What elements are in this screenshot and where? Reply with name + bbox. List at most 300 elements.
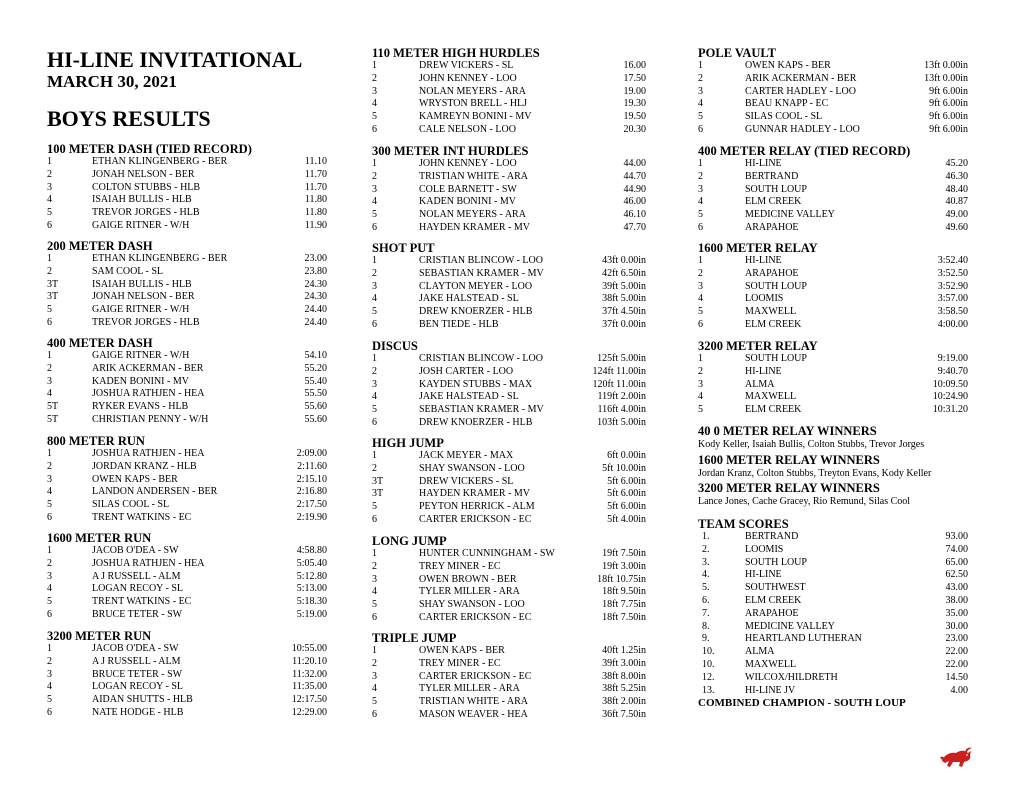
result-row: [372, 353, 646, 366]
result-row: [372, 293, 646, 306]
place: 7.: [702, 607, 710, 619]
place: 1: [47, 350, 52, 361]
place: 3: [47, 473, 52, 485]
mark: 54.10: [304, 350, 327, 361]
place: 6: [47, 316, 52, 328]
result-row: [698, 404, 970, 417]
place: 1: [372, 60, 377, 71]
place: 3T: [372, 475, 384, 487]
result-row: [47, 376, 327, 389]
athlete-name: JOHN KENNEY - LOO: [419, 158, 517, 169]
mark: 5:19.00: [296, 608, 327, 620]
mark: 55.50: [304, 388, 327, 400]
athlete-name: LOOMIS: [745, 543, 784, 555]
place: 5T: [47, 413, 59, 425]
place: 4: [372, 586, 377, 598]
mark: 11.70: [304, 181, 327, 193]
mark: 30.00: [945, 620, 968, 632]
mark: 44.90: [623, 183, 646, 195]
mark: 46.10: [623, 209, 646, 221]
event-title: 400 METER RELAY (TIED RECORD): [698, 144, 911, 158]
relay-winners-names: Kody Keller, Isaiah Bullis, Colton Stubbs, Trevor Jorges: [698, 439, 925, 450]
place: 6: [372, 708, 377, 720]
athlete-name: JOSHUA RATHJEN - HEA: [92, 388, 205, 400]
combined-champion: COMBINED CHAMPION - SOUTH LOUP: [698, 697, 906, 709]
athlete-name: JOSHUA RATHJEN - HEA: [92, 557, 205, 569]
result-row: [698, 531, 970, 544]
mark: 9ft 6.00in: [929, 123, 968, 135]
result-row: [372, 683, 646, 696]
place: 2: [47, 168, 52, 180]
place: 2: [698, 72, 703, 84]
mark: 45.20: [945, 158, 968, 169]
athlete-name: LOGAN RECOY - SL: [92, 583, 184, 595]
athlete-name: MAXWELL: [745, 658, 797, 670]
athlete-name: PEYTON HERRICK - ALM: [419, 501, 535, 513]
mark: 23.00: [945, 633, 968, 645]
event-title: POLE VAULT: [698, 46, 776, 60]
event-title: 1600 METER RUN: [47, 531, 152, 545]
mark: 55.60: [304, 413, 327, 425]
result-row: [372, 488, 646, 501]
athlete-name: ARAPAHOE: [745, 221, 799, 233]
mark: 5ft 6.00in: [607, 475, 646, 487]
event-section-c1-3: [47, 434, 327, 525]
relay-winners-title: 3200 METER RELAY WINNERS: [698, 481, 880, 495]
mark: 55.60: [304, 401, 327, 413]
result-row: [47, 512, 327, 525]
event-section-c2-0: [372, 46, 646, 137]
result-row: [372, 645, 646, 658]
result-row: [372, 548, 646, 561]
athlete-name: ELM CREEK: [745, 196, 802, 208]
mark: 23.00: [304, 253, 327, 264]
athlete-name: BRUCE TETER - SW: [92, 608, 183, 620]
result-row: [698, 196, 970, 209]
place: 5: [47, 304, 52, 316]
result-row: [47, 694, 327, 707]
place: 6: [698, 221, 703, 233]
place: 3: [372, 573, 377, 585]
result-row: [47, 266, 327, 279]
result-row: [698, 366, 970, 379]
place: 4: [372, 196, 377, 208]
athlete-name: HI-LINE: [745, 158, 782, 169]
place: 2: [372, 72, 377, 84]
place: 2: [47, 557, 52, 569]
result-row: [372, 319, 646, 332]
result-row: [698, 281, 970, 294]
mark: 5ft 6.00in: [607, 488, 646, 500]
result-row: [47, 596, 327, 609]
result-row: [47, 207, 327, 220]
mark: 38ft 5.25in: [602, 683, 646, 695]
athlete-name: ARAPAHOE: [745, 267, 799, 279]
event-title: 800 METER RUN: [47, 434, 145, 448]
athlete-name: RYKER EVANS - HLB: [92, 401, 189, 413]
result-row: [372, 417, 646, 430]
result-row: [47, 156, 327, 169]
result-row: [47, 499, 327, 512]
place: 6: [47, 706, 52, 718]
place: 5: [47, 694, 52, 706]
place: 1: [698, 353, 703, 364]
place: 3: [372, 378, 377, 390]
mark: 2:11.60: [297, 460, 327, 472]
place: 2: [372, 267, 377, 279]
place: 3: [698, 378, 703, 390]
result-row: [372, 171, 646, 184]
mark: 19.00: [623, 85, 646, 97]
event-title: 3200 METER RUN: [47, 629, 152, 643]
result-row: [698, 672, 970, 685]
mark: 2:15.10: [296, 473, 327, 485]
mark: 4.00: [950, 684, 968, 696]
result-row: [47, 545, 327, 558]
place: 5: [372, 599, 377, 611]
place: 5: [698, 209, 703, 221]
mark: 74.00: [945, 543, 968, 555]
mark: 55.20: [304, 362, 327, 374]
place: 2: [698, 267, 703, 279]
result-row: [372, 599, 646, 612]
result-row: [47, 583, 327, 596]
place: 2: [372, 365, 377, 377]
mark: 19ft 3.00in: [602, 560, 646, 572]
place: 1: [47, 545, 52, 556]
athlete-name: MAXWELL: [745, 391, 797, 403]
athlete-name: JACOB O'DEA - SW: [92, 643, 179, 654]
place: 2: [372, 170, 377, 182]
result-row: [47, 169, 327, 182]
result-row: [698, 222, 970, 235]
place: 5: [47, 207, 52, 219]
event-section-c3-1: [698, 144, 970, 235]
mark: 2:19.90: [296, 511, 327, 523]
result-row: [47, 304, 327, 317]
athlete-name: LOOMIS: [745, 293, 784, 305]
mark: 44.00: [623, 158, 646, 169]
result-row: [47, 182, 327, 195]
event-section-c1-1: [47, 239, 327, 330]
athlete-name: BRUCE TETER - SW: [92, 668, 183, 680]
result-row: [372, 111, 646, 124]
athlete-name: CARTER ERICKSON - EC: [419, 513, 532, 525]
place: 5: [47, 596, 52, 608]
result-row: [698, 319, 970, 332]
athlete-name: CHRISTIAN PENNY - W/H: [92, 413, 209, 425]
mark: 38.00: [945, 594, 968, 606]
place: 1: [47, 448, 52, 459]
mark: 10:24.90: [932, 391, 968, 403]
place: 5: [372, 404, 377, 416]
mark: 43ft 0.00in: [602, 255, 646, 266]
mark: 39ft 3.00in: [602, 657, 646, 669]
athlete-name: CARTER HADLEY - LOO: [745, 85, 856, 97]
athlete-name: BEAU KNAPP - EC: [745, 98, 829, 110]
athlete-name: JAKE HALSTEAD - SL: [419, 391, 519, 403]
mark: 10:09.50: [932, 378, 968, 390]
result-row: [47, 401, 327, 414]
mark: 46.30: [945, 170, 968, 182]
mark: 10:31.20: [932, 404, 968, 416]
result-row: [47, 253, 327, 266]
mark: 11.90: [304, 219, 327, 231]
event-section-c3-0: [698, 46, 970, 137]
place: 1: [372, 645, 377, 656]
place: 6: [47, 219, 52, 231]
result-row: [372, 268, 646, 281]
mark: 3:52.90: [937, 280, 968, 292]
result-row: [372, 709, 646, 722]
mark: 38ft 2.00in: [602, 696, 646, 708]
athlete-name: HUNTER CUNNINGHAM - SW: [419, 548, 555, 559]
athlete-name: SOUTH LOUP: [745, 280, 807, 292]
mark: 9ft 6.00in: [929, 85, 968, 97]
event-section-c2-2: [372, 241, 646, 332]
athlete-name: GAIGE RITNER - W/H: [92, 350, 190, 361]
place: 4: [47, 194, 52, 206]
result-row: [372, 514, 646, 527]
mark: 18ft 7.50in: [602, 611, 646, 623]
result-row: [47, 681, 327, 694]
athlete-name: ELM CREEK: [745, 404, 802, 416]
place: 5.: [702, 582, 710, 594]
athlete-name: ARIK ACKERMAN - BER: [745, 72, 857, 84]
place: 5: [698, 111, 703, 123]
athlete-name: NOLAN MEYERS - ARA: [419, 85, 526, 97]
athlete-name: OWEN BROWN - BER: [419, 573, 517, 585]
mark: 125ft 5.00in: [597, 353, 646, 364]
place: 3: [47, 570, 52, 582]
place: 1.: [702, 531, 710, 542]
mark: 13ft 0.00in: [924, 72, 968, 84]
mark: 22.00: [945, 646, 968, 658]
place: 6: [47, 608, 52, 620]
athlete-name: KAYDEN STUBBS - MAX: [419, 378, 533, 390]
meet-date: MARCH 30, 2021: [47, 72, 177, 91]
result-row: [698, 306, 970, 319]
place: 5: [372, 209, 377, 221]
athlete-name: TRENT WATKINS - EC: [92, 596, 192, 608]
place: 2: [47, 655, 52, 667]
event-title: LONG JUMP: [372, 534, 447, 548]
mark: 11:32.00: [292, 668, 327, 680]
athlete-name: SILAS COOL - SL: [745, 111, 823, 123]
place: 5: [372, 306, 377, 318]
athlete-name: WILCOX/HILDRETH: [745, 671, 838, 683]
mark: 5:05.40: [296, 557, 327, 569]
athlete-name: SOUTHWEST: [745, 582, 806, 594]
place: 6: [372, 123, 377, 135]
athlete-name: HAYDEN KRAMER - MV: [419, 221, 531, 233]
mark: 19.30: [623, 98, 646, 110]
mark: 120ft 11.00in: [592, 378, 646, 390]
result-row: [372, 60, 646, 73]
mark: 119ft 2.00in: [597, 391, 646, 403]
athlete-name: GAIGE RITNER - W/H: [92, 219, 190, 231]
athlete-name: OWEN KAPS - BER: [419, 645, 505, 656]
athlete-name: CARTER ERICKSON - EC: [419, 611, 532, 623]
result-row: [372, 671, 646, 684]
relay-winners-title: 1600 METER RELAY WINNERS: [698, 453, 880, 467]
result-row: [47, 291, 327, 304]
athlete-name: TRISTIAN WHITE - ARA: [419, 170, 528, 182]
athlete-name: KADEN BONINI - MV: [419, 196, 516, 208]
result-row: [372, 281, 646, 294]
mark: 49.60: [945, 221, 968, 233]
place: 6.: [702, 594, 710, 606]
mark: 12:17.50: [291, 694, 327, 706]
place: 3: [372, 183, 377, 195]
result-row: [698, 184, 970, 197]
event-title: 100 METER DASH (TIED RECORD): [47, 142, 252, 156]
athlete-name: TYLER MILLER - ARA: [419, 586, 520, 598]
event-title: TRIPLE JUMP: [372, 631, 457, 645]
mark: 9ft 6.00in: [929, 98, 968, 110]
mark: 5:12.80: [296, 570, 327, 582]
result-row: [47, 474, 327, 487]
athlete-name: LOGAN RECOY - SL: [92, 681, 184, 693]
place: 2: [698, 365, 703, 377]
result-row: [47, 414, 327, 427]
result-row: [698, 659, 970, 672]
mark: 3:52.40: [937, 255, 968, 266]
result-row: [698, 557, 970, 570]
athlete-name: A J RUSSELL - ALM: [92, 655, 181, 667]
place: 2: [47, 265, 52, 277]
athlete-name: SOUTH LOUP: [745, 183, 807, 195]
place: 2: [47, 460, 52, 472]
place: 6: [372, 416, 377, 428]
mark: 11.70: [304, 168, 327, 180]
athlete-name: BERTRAND: [745, 170, 799, 182]
athlete-name: ARAPAHOE: [745, 607, 799, 619]
result-row: [47, 643, 327, 656]
mark: 23.80: [304, 265, 327, 277]
place: 12.: [702, 671, 715, 683]
place: 5: [698, 404, 703, 416]
result-row: [698, 98, 970, 111]
result-row: [47, 609, 327, 622]
results-title: BOYS RESULTS: [47, 106, 211, 131]
place: 6: [698, 318, 703, 330]
place: 8.: [702, 620, 710, 632]
athlete-name: MEDICINE VALLEY: [745, 620, 835, 632]
place: 6: [372, 318, 377, 330]
place: 6: [372, 611, 377, 623]
place: 3.: [702, 556, 710, 568]
athlete-name: MEDICINE VALLEY: [745, 209, 835, 221]
place: 3: [47, 181, 52, 193]
athlete-name: TYLER MILLER - ARA: [419, 683, 520, 695]
mark: 13ft 0.00in: [924, 60, 968, 71]
athlete-name: TREY MINER - EC: [419, 657, 501, 669]
mark: 35.00: [945, 607, 968, 619]
place: 3: [372, 670, 377, 682]
event-title: HIGH JUMP: [372, 436, 444, 450]
mark: 10:55.00: [291, 643, 327, 654]
athlete-name: JOSH CARTER - LOO: [419, 365, 514, 377]
result-row: [372, 184, 646, 197]
place: 5: [372, 696, 377, 708]
mark: 5:13.00: [296, 583, 327, 595]
athlete-name: TREVOR JORGES - HLB: [92, 316, 200, 328]
place: 2: [372, 462, 377, 474]
result-row: [47, 669, 327, 682]
mark: 40ft 1.25in: [602, 645, 646, 656]
result-row: [47, 656, 327, 669]
athlete-name: JACOB O'DEA - SW: [92, 545, 179, 556]
place: 3: [698, 85, 703, 97]
mark: 11.80: [304, 194, 327, 206]
athlete-name: HI-LINE: [745, 255, 782, 266]
mark: 2:17.50: [296, 499, 327, 511]
mark: 124ft 11.00in: [592, 365, 646, 377]
mark: 3:57.00: [937, 293, 968, 305]
result-row: [698, 569, 970, 582]
mark: 16.00: [623, 60, 646, 71]
relay-winners-title: 40 0 METER RELAY WINNERS: [698, 424, 877, 438]
athlete-name: GAIGE RITNER - W/H: [92, 304, 190, 316]
event-section-c2-5: [372, 534, 646, 625]
mark: 38ft 5.00in: [602, 293, 646, 305]
place: 2: [372, 657, 377, 669]
athlete-name: DREW VICKERS - SL: [419, 475, 514, 487]
mark: 11.10: [304, 156, 327, 167]
athlete-name: LANDON ANDERSEN - BER: [92, 486, 218, 498]
athlete-name: ALMA: [745, 646, 775, 658]
athlete-name: KAMREYN BONINI - MV: [419, 111, 532, 123]
result-row: [372, 463, 646, 476]
place: 4: [698, 293, 703, 305]
mark: 5ft 4.00in: [607, 513, 646, 525]
result-row: [47, 350, 327, 363]
mark: 48.40: [945, 183, 968, 195]
place: 1: [698, 255, 703, 266]
mark: 20.30: [623, 123, 646, 135]
place: 3T: [47, 278, 59, 290]
result-row: [47, 571, 327, 584]
result-row: [698, 158, 970, 171]
athlete-name: CRISTIAN BLINCOW - LOO: [419, 353, 543, 364]
place: 2: [698, 170, 703, 182]
event-title: DISCUS: [372, 339, 418, 353]
mark: 103ft 5.00in: [597, 416, 646, 428]
result-row: [698, 268, 970, 281]
result-row: [47, 279, 327, 292]
mark: 38ft 8.00in: [602, 670, 646, 682]
mark: 43.00: [945, 582, 968, 594]
mark: 62.50: [945, 569, 968, 581]
mark: 4:00.00: [937, 318, 968, 330]
mark: 2:16.80: [296, 486, 327, 498]
place: 9.: [702, 633, 710, 645]
result-row: [698, 595, 970, 608]
mark: 19ft 7.50in: [602, 548, 646, 559]
event-title: SHOT PUT: [372, 241, 435, 255]
event-section-c2-6: [372, 631, 646, 722]
athlete-name: TREVOR JORGES - HLB: [92, 207, 200, 219]
athlete-name: SAM COOL - SL: [92, 265, 164, 277]
athlete-name: SHAY SWANSON - LOO: [419, 462, 525, 474]
place: 6: [698, 123, 703, 135]
result-row: [698, 60, 970, 73]
mark: 24.30: [304, 291, 327, 303]
place: 5: [372, 501, 377, 513]
bull-mascot-icon: [938, 741, 974, 769]
athlete-name: TRISTIAN WHITE - ARA: [419, 696, 528, 708]
